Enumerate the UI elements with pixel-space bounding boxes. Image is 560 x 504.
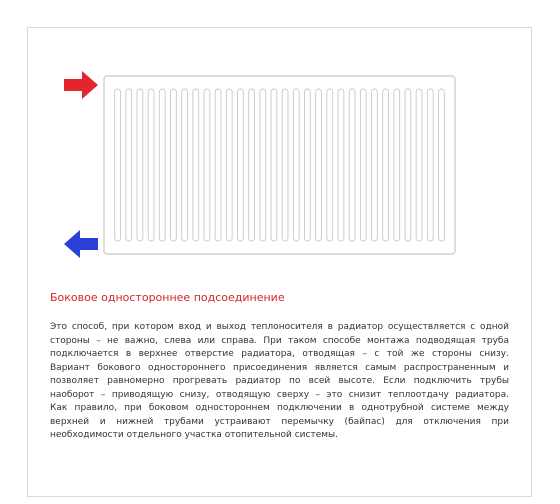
radiator-fin bbox=[148, 89, 154, 241]
radiator-fin bbox=[271, 89, 277, 241]
radiator-fin bbox=[293, 89, 299, 241]
paragraph-line: стороны – не важно, слева или справа. При таком способе монтажа подводящая труба bbox=[50, 335, 509, 346]
radiator-fin bbox=[394, 89, 400, 241]
radiator-fin bbox=[182, 89, 188, 241]
paragraph-line: позволяет равномерно прогревать радиатор по всей высоте. Если подключить трубы bbox=[50, 376, 509, 386]
paragraph-line: Вариант бокового одностороннего присоединения является самым распространенным и bbox=[50, 362, 509, 373]
radiator-fin bbox=[349, 89, 355, 241]
radiator-fin bbox=[405, 89, 411, 241]
radiator-fin bbox=[171, 89, 177, 241]
radiator-fin bbox=[316, 89, 322, 241]
radiator-fin bbox=[115, 89, 121, 241]
radiator-fin bbox=[249, 89, 255, 241]
arrow-right-icon bbox=[64, 71, 98, 99]
paragraph-line: наоборот – приводящую снизу, отводящую сверху – это снизит теплоотдачу радиатора. bbox=[50, 389, 509, 400]
paragraph-line: Это способ, при котором вход и выход теплоносителя в радиатор осуществляется с одной bbox=[50, 322, 509, 332]
radiator-fin bbox=[159, 89, 165, 241]
radiator-fin bbox=[260, 89, 266, 241]
radiator-fin bbox=[439, 89, 445, 241]
radiator-fin bbox=[215, 89, 221, 241]
arrow-left-icon bbox=[64, 230, 98, 258]
radiator-fin bbox=[327, 89, 333, 241]
radiator-fin bbox=[137, 89, 143, 241]
paragraph-line: подключается в верхнее отверстие радиатора, отводящая – с той же стороны снизу. bbox=[50, 349, 509, 359]
paragraph-line: верхней и нижней трубами устраивают перемычку (байпас) для отключения при bbox=[50, 416, 509, 427]
radiator-fin bbox=[126, 89, 132, 241]
radiator-diagram bbox=[60, 65, 470, 265]
section-paragraph bbox=[50, 321, 509, 443]
radiator-fin bbox=[360, 89, 366, 241]
radiator-fin bbox=[282, 89, 288, 241]
paragraph-line: Как правило, при боковом одностороннем подключении в однотрубной системе между bbox=[50, 403, 509, 413]
radiator-illustration bbox=[60, 65, 470, 265]
radiator-fin bbox=[427, 89, 433, 241]
radiator-fin bbox=[305, 89, 311, 241]
radiator-fin bbox=[238, 89, 244, 241]
radiator-fin bbox=[226, 89, 232, 241]
radiator-panel bbox=[104, 76, 455, 254]
radiator-fin bbox=[204, 89, 210, 241]
radiator-fin bbox=[193, 89, 199, 241]
radiator-fin bbox=[383, 89, 389, 241]
paragraph-line: необходимости отдельного участка отопительной системы. bbox=[50, 430, 338, 440]
section-heading: Боковое одностороннее подсоединение bbox=[50, 291, 285, 304]
radiator-fin bbox=[338, 89, 344, 241]
radiator-fin bbox=[416, 89, 422, 241]
radiator-fin bbox=[372, 89, 378, 241]
